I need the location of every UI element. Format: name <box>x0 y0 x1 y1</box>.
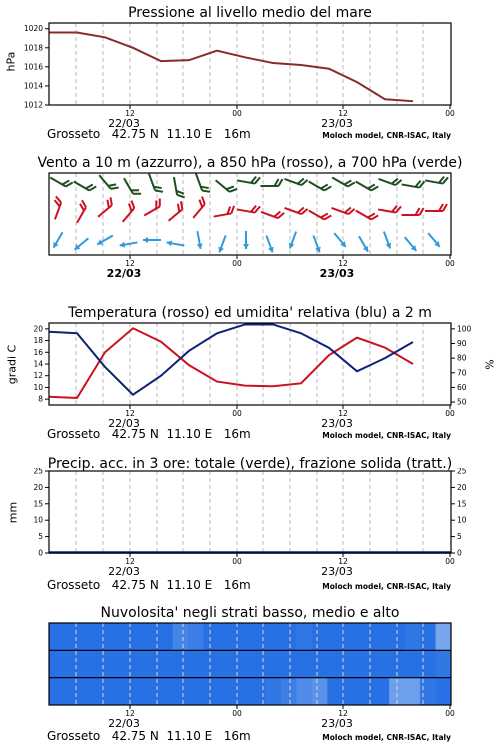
wind-barb <box>119 239 138 248</box>
cloud-cell <box>80 678 96 705</box>
x-tick-label: 00 <box>232 709 242 718</box>
wind-barb <box>212 206 235 217</box>
x-tick-label: 12 <box>338 709 348 718</box>
y-tick-label: 25 <box>33 468 43 476</box>
wind-barb <box>356 175 379 192</box>
cloud-cell <box>188 623 204 650</box>
cloud-cell <box>157 678 173 705</box>
x-tick-label: 00 <box>445 409 455 418</box>
pressure-chart <box>0 20 500 130</box>
wind-barb <box>332 231 348 249</box>
x-tick-label: 12 <box>125 709 135 718</box>
x-tick-label: 12 <box>125 557 135 566</box>
x-tick-label: 12 <box>338 409 348 418</box>
plot-frame <box>49 323 451 405</box>
wind-barb <box>402 178 425 189</box>
location-line <box>47 578 251 592</box>
wind-barb <box>50 171 73 188</box>
barb-feather <box>202 188 210 194</box>
cloud-cell <box>142 678 158 705</box>
y-tick-label: 1014 <box>23 81 43 91</box>
cloud-cell <box>111 623 127 650</box>
chart-title: Nuvolosita' negli strati basso, medio e alto <box>100 605 400 621</box>
x-tick-label: 00 <box>232 409 242 418</box>
location-elev: 16m <box>223 427 251 441</box>
barb-shaft <box>332 178 348 187</box>
location-line <box>47 729 251 743</box>
barb-shaft <box>98 205 112 217</box>
y-tick-label: 18 <box>33 336 43 346</box>
wind-barb <box>194 231 203 250</box>
wind-barb <box>188 197 208 218</box>
cloud-cell <box>219 678 235 705</box>
date-label: 22/03 <box>108 417 140 430</box>
date-label: 22/03 <box>108 117 140 130</box>
y-axis-label: mm <box>6 501 20 524</box>
temperature-humidity-chart <box>0 320 500 430</box>
y-axis-label: gradi C <box>5 344 19 385</box>
barb-head <box>96 239 103 247</box>
cloud-cell <box>374 650 390 677</box>
cloud-cell <box>312 623 328 650</box>
date-label: 22/03 <box>108 565 140 578</box>
y-tick-label: 20 <box>33 482 43 492</box>
pressure-line <box>49 33 413 102</box>
barb-shaft <box>77 207 86 223</box>
y-tick-label-right: 60 <box>457 382 467 392</box>
location-name: Grosseto <box>47 578 101 592</box>
wind-barb <box>99 171 119 192</box>
barb-shaft <box>169 209 183 221</box>
cloud-cell <box>420 650 436 677</box>
y-tick-label-right: 15 <box>457 499 467 509</box>
chart-title: Temperatura (rosso) ed umidita' relativa (blu) a 2 m <box>68 305 432 321</box>
barb-head <box>363 246 371 253</box>
wind-barb <box>381 231 393 250</box>
cloud-cell <box>111 650 127 677</box>
location-lon: 11.10 E <box>166 427 213 441</box>
cloud-cell <box>126 623 142 650</box>
cloud-cell <box>142 623 158 650</box>
plot-frame <box>49 23 451 105</box>
x-tick-label: 12 <box>125 409 135 418</box>
barb-shaft <box>124 178 133 194</box>
wind-barb <box>143 237 161 243</box>
cloud-cell <box>436 623 452 650</box>
cloud-cell <box>343 650 359 677</box>
barb-feather <box>416 208 420 215</box>
barb-shaft <box>356 182 372 191</box>
wind-barb <box>48 196 62 219</box>
precipitation-chart <box>0 468 500 578</box>
cloud-cell <box>49 650 65 677</box>
cloud-cell <box>204 678 220 705</box>
cloud-cell <box>111 678 127 705</box>
wind-barb <box>402 235 418 253</box>
cloud-cell <box>250 678 266 705</box>
x-tick-label: 00 <box>445 709 455 718</box>
y-tick-label: 20 <box>33 324 43 334</box>
cloud-cell <box>204 623 220 650</box>
y-tick-label: 5 <box>38 532 43 542</box>
cloud-cell <box>250 650 266 677</box>
wind-barb <box>196 171 210 194</box>
cloud-cell <box>49 678 65 705</box>
wind-barb <box>243 231 249 249</box>
date-label: 22/03 <box>106 267 142 280</box>
wind-barb <box>74 175 97 192</box>
x-tick-label: 00 <box>445 259 455 268</box>
y-tick-label: 1012 <box>23 100 43 110</box>
chart-title: Vento a 10 m (azzurro), a 850 hPa (rosso), a 700 hPa (verde) <box>37 155 463 171</box>
wind-barb <box>379 172 402 186</box>
barb-feather <box>279 179 283 186</box>
cloud-cell <box>296 678 312 705</box>
date-label: 23/03 <box>321 565 353 578</box>
wind-barb <box>73 236 91 252</box>
cloud-cell <box>173 623 189 650</box>
barb-shaft <box>193 204 205 218</box>
cloud-cell <box>64 650 80 677</box>
chart-title: Pressione al livello medio del mare <box>128 5 372 21</box>
cloud-cell <box>64 623 80 650</box>
chart-title: Precip. acc. in 3 ore: totale (verde), frazione solida (tratt.) <box>47 456 453 472</box>
location-line <box>47 127 251 141</box>
cloud-cell <box>343 623 359 650</box>
x-tick-label: 00 <box>232 259 242 268</box>
cloud-cell <box>173 650 189 677</box>
cloud-cell <box>250 623 266 650</box>
location-elev: 16m <box>223 127 251 141</box>
barb-shaft <box>99 175 111 189</box>
x-tick-label: 12 <box>338 109 348 118</box>
cloud-cell <box>436 678 452 705</box>
x-tick-label: 00 <box>445 557 455 566</box>
cloud-cell <box>343 678 359 705</box>
barb-feather <box>155 188 163 194</box>
location-lon: 11.10 E <box>166 729 213 743</box>
y-tick-label-right: 5 <box>457 532 462 542</box>
y-tick-label: 1018 <box>23 43 43 53</box>
cloud-cell <box>358 650 374 677</box>
cloud-cell <box>281 650 297 677</box>
temperature-line <box>49 328 413 398</box>
x-tick-label: 00 <box>445 109 455 118</box>
wind-barb <box>402 208 424 215</box>
cloud-cell <box>358 678 374 705</box>
y-axis-label-right: % <box>483 359 497 370</box>
cloud-cell <box>142 650 158 677</box>
location-lon: 11.10 E <box>166 578 213 592</box>
barb-shaft <box>174 177 177 195</box>
barb-shaft <box>214 213 232 216</box>
cloud-cell <box>420 623 436 650</box>
cloud-cell <box>436 650 452 677</box>
y-tick-label-right: 90 <box>457 339 467 348</box>
y-tick-label-right: 25 <box>457 468 467 476</box>
wind-barb <box>166 239 185 248</box>
y-tick-label-right: 10 <box>457 515 467 525</box>
barb-feather <box>443 204 447 211</box>
cloud-cell <box>126 678 142 705</box>
model-credit: Moloch model, CNR-ISAC, Italy <box>322 431 451 440</box>
model-credit: Moloch model, CNR-ISAC, Italy <box>322 582 451 591</box>
barb-feather <box>439 204 443 211</box>
cloud-cell <box>265 678 281 705</box>
x-tick-label: 12 <box>338 557 348 566</box>
cloud-cell <box>265 623 281 650</box>
barb-shaft <box>149 174 155 191</box>
cloud-cell <box>219 650 235 677</box>
x-tick-label: 12 <box>125 259 135 268</box>
location-line <box>47 427 251 441</box>
wind-barb <box>217 235 229 254</box>
location-lon: 11.10 E <box>166 127 213 141</box>
wind-barb <box>117 201 137 222</box>
model-credit: Moloch model, CNR-ISAC, Italy <box>322 131 451 140</box>
wind-barb <box>425 174 448 185</box>
y-tick-label: 8 <box>38 394 43 404</box>
wind-barb <box>216 175 237 195</box>
location-lat: 42.75 N <box>111 578 159 592</box>
date-label: 23/03 <box>319 267 355 280</box>
y-tick-label: 10 <box>33 382 43 392</box>
cloud-cell <box>296 650 312 677</box>
cloud-cell <box>327 678 343 705</box>
x-tick-label: 00 <box>232 557 242 566</box>
cloud-cell <box>358 623 374 650</box>
wind-barb <box>309 175 332 192</box>
y-tick-label: 14 <box>33 359 43 369</box>
cloud-cell <box>173 678 189 705</box>
cloud-cell <box>80 650 96 677</box>
wind-barb <box>149 171 163 194</box>
cloud-cell <box>327 650 343 677</box>
x-tick-label: 12 <box>125 109 135 118</box>
cloud-cell <box>281 678 297 705</box>
cloud-cell <box>188 650 204 677</box>
cloud-cell <box>157 650 173 677</box>
cloud-cell <box>188 678 204 705</box>
y-tick-label: 12 <box>33 371 43 381</box>
model-credit: Moloch model, CNR-ISAC, Italy <box>322 733 451 742</box>
cloud-cell <box>64 678 80 705</box>
y-tick-label-right: 70 <box>457 368 467 378</box>
cloud-cell <box>405 678 421 705</box>
wind-barb <box>261 205 284 219</box>
x-tick-label: 12 <box>338 259 348 268</box>
date-label: 23/03 <box>321 117 353 130</box>
barb-shaft <box>123 208 135 222</box>
cloud-cover-chart <box>0 620 500 730</box>
wind-barb <box>141 198 164 215</box>
location-lat: 42.75 N <box>111 427 159 441</box>
location-name: Grosseto <box>47 427 101 441</box>
wind-barb <box>356 235 370 254</box>
cloud-cell <box>296 623 312 650</box>
y-tick-label-right: 100 <box>457 324 472 334</box>
cloud-cell <box>126 650 142 677</box>
barb-head <box>243 244 249 249</box>
cloud-cell <box>49 623 65 650</box>
wind-barb <box>356 204 379 221</box>
wind-barb <box>287 231 299 250</box>
location-lat: 42.75 N <box>111 729 159 743</box>
wind-barb <box>285 201 308 215</box>
y-tick-label: 0 <box>38 548 43 558</box>
y-axis-label: hPa <box>4 51 18 72</box>
y-tick-label-right: 0 <box>457 548 462 558</box>
date-label: 22/03 <box>108 717 140 730</box>
barb-feather <box>275 179 279 186</box>
cloud-cell <box>281 623 297 650</box>
y-tick-label-right: 20 <box>457 482 467 492</box>
cloud-cell <box>374 623 390 650</box>
cloud-cell <box>374 678 390 705</box>
wind-barb <box>71 200 88 223</box>
wind-barb <box>94 197 115 217</box>
cloud-cell <box>204 650 220 677</box>
cloud-cell <box>327 623 343 650</box>
y-tick-label-right: 80 <box>457 353 467 363</box>
date-label: 23/03 <box>321 417 353 430</box>
wind-barb <box>285 172 308 186</box>
barb-head <box>51 242 59 249</box>
barb-feather <box>133 190 141 197</box>
y-tick-label: 15 <box>33 499 43 509</box>
cloud-cell <box>80 623 96 650</box>
cloud-cell <box>420 678 436 705</box>
y-tick-label: 16 <box>33 347 43 357</box>
wind-barb <box>264 235 276 254</box>
x-tick-label: 00 <box>232 109 242 118</box>
wind-chart <box>0 170 500 280</box>
wind-barb <box>378 203 401 214</box>
location-name: Grosseto <box>47 729 101 743</box>
location-elev: 16m <box>223 578 251 592</box>
wind-barb <box>425 204 447 211</box>
cloud-cell <box>157 623 173 650</box>
barb-shaft <box>50 178 66 187</box>
plot-frame <box>49 471 451 553</box>
y-tick-label: 1020 <box>23 24 43 34</box>
cloud-cell <box>219 623 235 650</box>
wind-barb <box>124 175 141 198</box>
wind-barb <box>237 203 260 214</box>
cloud-cell <box>405 623 421 650</box>
cloud-cell <box>405 650 421 677</box>
wind-barb <box>237 174 260 185</box>
location-elev: 16m <box>223 729 251 743</box>
wind-barb <box>426 231 442 249</box>
cloud-cell <box>312 678 328 705</box>
cloud-cell <box>265 650 281 677</box>
wind-barb <box>309 204 332 221</box>
cloud-cell <box>312 650 328 677</box>
barb-shaft <box>356 211 372 220</box>
wind-barb <box>96 233 115 247</box>
wind-barb <box>51 231 65 250</box>
date-label: 23/03 <box>321 717 353 730</box>
y-tick-label: 10 <box>33 515 43 525</box>
barb-shaft <box>196 174 202 191</box>
y-tick-label-right: 50 <box>457 397 467 407</box>
barb-head <box>143 237 148 243</box>
location-lat: 42.75 N <box>111 127 159 141</box>
y-tick-label: 1016 <box>23 62 43 72</box>
location-name: Grosseto <box>47 127 101 141</box>
wind-barb <box>164 201 185 221</box>
wind-barb <box>261 179 283 186</box>
barb-shaft <box>216 180 230 192</box>
